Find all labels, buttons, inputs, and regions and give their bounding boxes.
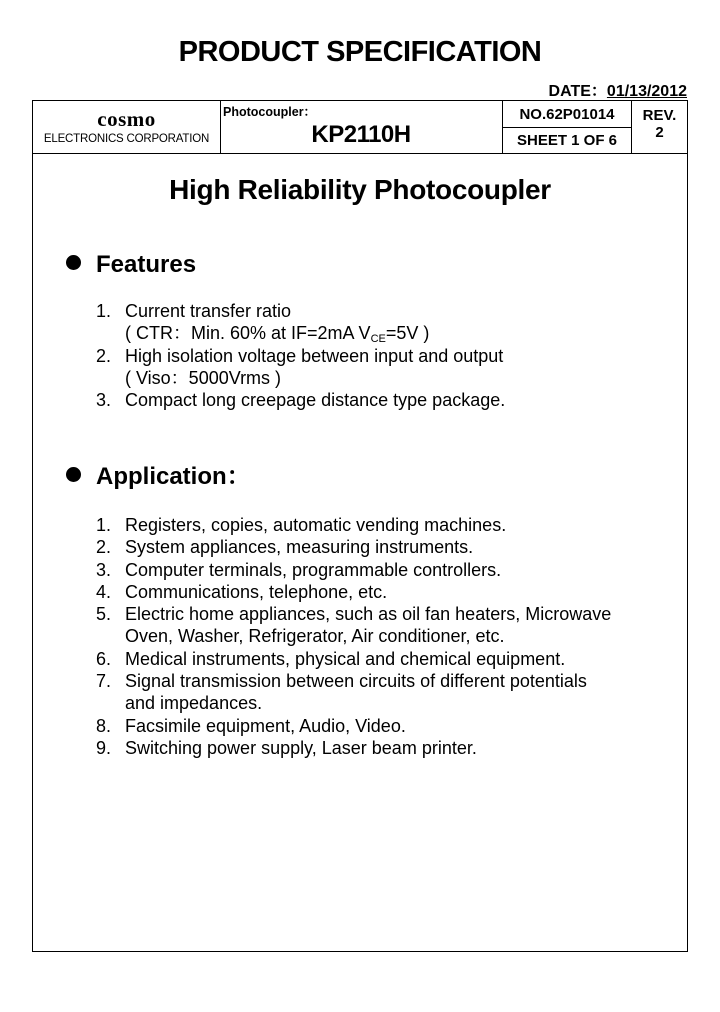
list-item: 8. Facsimile equipment, Audio, Video. bbox=[96, 715, 406, 736]
list-item: 3. Compact long creepage distance type package. bbox=[96, 390, 506, 411]
sheet-number: SHEET 1 OF 6 bbox=[516, 132, 618, 149]
product-category: Photocoupler： bbox=[223, 105, 317, 119]
application-heading-text: Application： bbox=[96, 463, 251, 490]
bullet-icon bbox=[66, 255, 81, 270]
application-list bbox=[96, 514, 676, 759]
main-title: High Reliability Photocoupler bbox=[169, 174, 551, 205]
features-heading bbox=[66, 251, 196, 279]
date-label: DATE： bbox=[548, 83, 607, 100]
list-item: 3. Computer terminals, programmable controllers. bbox=[96, 559, 502, 580]
list-item: 9. Switching power supply, Laser beam printer. bbox=[96, 737, 477, 758]
product-model: KP2110H bbox=[311, 121, 411, 148]
company-subtitle: ELECTRONICS CORPORATION bbox=[43, 133, 210, 145]
list-item: 1. Registers, copies, automatic vending machines. bbox=[96, 515, 507, 535]
revision-cell bbox=[632, 101, 687, 153]
revision-value: 2 bbox=[655, 124, 664, 141]
date-value: 01/13/2012 bbox=[606, 83, 687, 100]
bullet-icon bbox=[66, 467, 81, 482]
date-line bbox=[549, 78, 687, 101]
list-item: 7. Signal transmission between circuits of different potentials and impedances. bbox=[96, 671, 587, 714]
application-heading bbox=[66, 456, 251, 491]
header-table bbox=[32, 100, 688, 154]
list-item: 2. System appliances, measuring instruments. bbox=[96, 537, 474, 558]
document-number: NO.62P01014 bbox=[519, 106, 615, 123]
company-cell bbox=[33, 101, 220, 153]
page-title: PRODUCT SPECIFICATION bbox=[178, 36, 542, 68]
revision-label: REV. bbox=[642, 107, 677, 124]
ctr-spec: ( CTR：Min. 60% at IF=2mA $V_{CE}=5V$ ) bbox=[125, 323, 430, 346]
list-item: 5. Electric home appliances, such as oil fan heaters, Microwave Oven, Washer, Refrigerator, Air conditioner, etc. bbox=[96, 604, 612, 647]
company-name: cosmo bbox=[97, 107, 156, 131]
list-item: 6. Medical instruments, physical and chemical equipment. bbox=[96, 648, 566, 669]
features-list bbox=[96, 300, 676, 411]
features-heading-text: Features bbox=[96, 251, 197, 278]
product-cell bbox=[221, 101, 501, 153]
list-item: 4. Communications, telephone, etc. bbox=[96, 581, 388, 602]
list-item: 1. Current transfer ratio ( CTR：Min. 60% at IF=2mA $V_{CE}=5V$ ) bbox=[96, 300, 676, 345]
list-item: 2. High isolation voltage between input and output ( Viso：5000Vrms ) bbox=[96, 345, 504, 388]
